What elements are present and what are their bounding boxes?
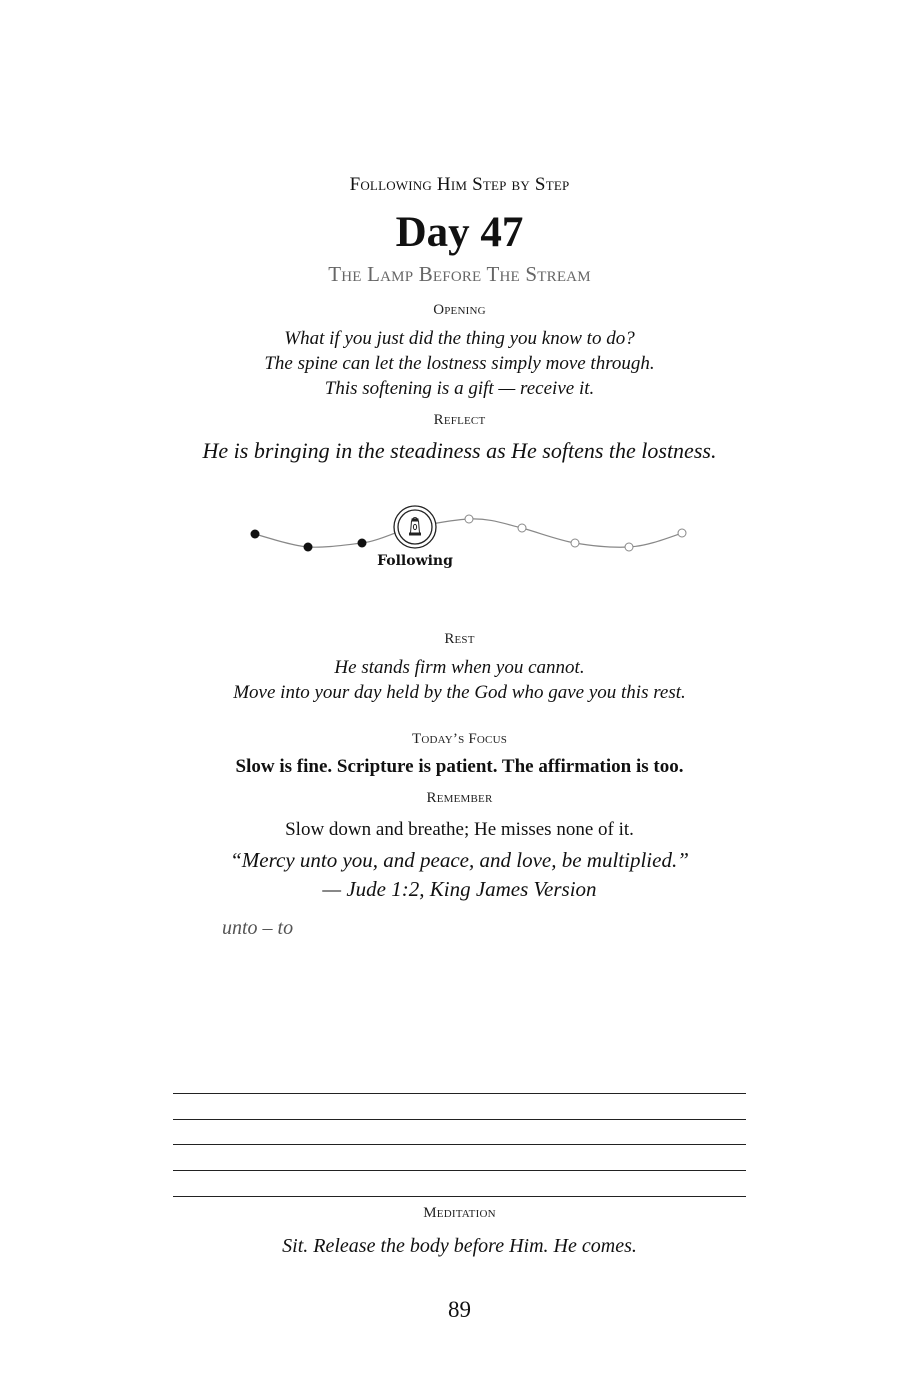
page-number: 89 bbox=[448, 1297, 471, 1322]
journey-step-current bbox=[394, 506, 436, 548]
word-gloss: unto – to bbox=[222, 917, 294, 939]
opening-label: Opening bbox=[433, 302, 486, 318]
journal-line[interactable] bbox=[173, 1196, 746, 1197]
journey-step-upcoming bbox=[465, 515, 473, 523]
focus-text: Slow is fine. Scripture is patient. The affirmation is too. bbox=[235, 756, 684, 777]
opening-line-1: What if you just did the thing you know to do? bbox=[284, 328, 635, 349]
remember-text: Slow down and breathe; He misses none of it. bbox=[285, 819, 634, 840]
journey-step-upcoming bbox=[625, 543, 633, 551]
journey-step-completed bbox=[358, 539, 367, 548]
journey-step-upcoming bbox=[518, 524, 526, 532]
page-title: Day 47 bbox=[395, 209, 524, 256]
remember-label: Remember bbox=[426, 790, 493, 806]
journey-step-completed bbox=[304, 543, 313, 552]
journey-current-label: Following bbox=[377, 553, 453, 569]
journey-step-completed bbox=[251, 530, 260, 539]
journal-line[interactable] bbox=[173, 1144, 746, 1145]
rest-label: Rest bbox=[444, 631, 475, 647]
scripture-quote: “Mercy unto you, and peace, and love, be multiplied.” bbox=[230, 848, 689, 872]
series-title: Following Him Step by Step bbox=[349, 174, 570, 195]
reflect-text: He is bringing in the steadiness as He softens the lostness. bbox=[202, 438, 717, 463]
rest-line-1: He stands firm when you cannot. bbox=[334, 657, 585, 678]
opening-line-2: The spine can let the lostness simply move through. bbox=[264, 353, 655, 374]
scripture-citation: — Jude 1:2, King James Version bbox=[322, 877, 597, 901]
rest-line-2: Move into your day held by the God who gave you this rest. bbox=[233, 682, 686, 703]
focus-label: Today’s Focus bbox=[411, 731, 508, 747]
journey-step-upcoming bbox=[571, 539, 579, 547]
journal-line[interactable] bbox=[173, 1093, 746, 1094]
meditation-text: Sit. Release the body before Him. He comes. bbox=[282, 1235, 637, 1257]
opening-line-3: This softening is a gift — receive it. bbox=[324, 378, 595, 399]
journal-line[interactable] bbox=[173, 1119, 746, 1120]
journey-path bbox=[0, 0, 919, 600]
journey-step-upcoming bbox=[678, 529, 686, 537]
journal-line[interactable] bbox=[173, 1170, 746, 1171]
reflect-label: Reflect bbox=[433, 412, 486, 428]
meditation-label: Meditation bbox=[423, 1205, 496, 1221]
subtitle: The Lamp Before The Stream bbox=[328, 262, 591, 286]
